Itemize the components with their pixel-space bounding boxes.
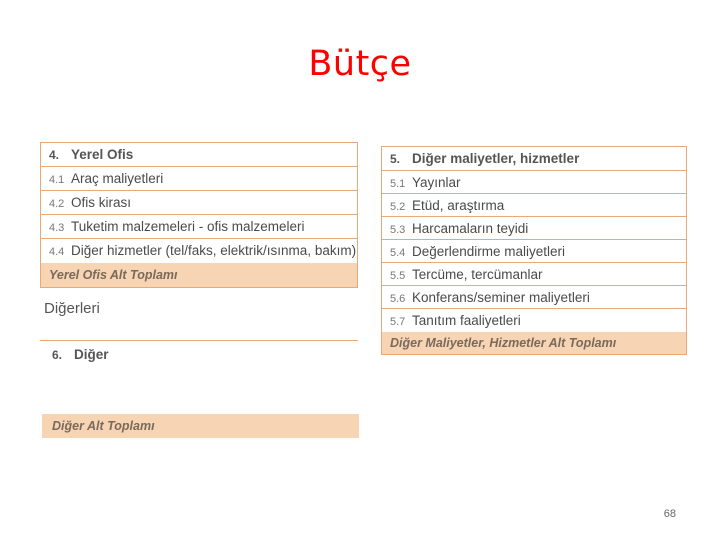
row-label: Diğer hizmetler (tel/faks, elektrik/ısınma, bakım) <box>71 243 357 258</box>
row-number: 5.3 <box>390 224 406 236</box>
row-label: Değerlendirme maliyetleri <box>412 244 566 259</box>
local-office-table <box>40 142 358 288</box>
row-label: Araç maliyetleri <box>71 171 164 186</box>
row-number: 4.2 <box>49 198 65 210</box>
table-header-row <box>41 143 357 167</box>
row-number: 4.3 <box>49 222 65 234</box>
subtotal-row: Diğer Maliyetler, Hizmetler Alt Toplamı <box>382 332 686 354</box>
table-row <box>382 171 686 194</box>
table-row <box>382 263 686 286</box>
header-number: 5. <box>390 152 401 166</box>
row-number: 5.2 <box>390 201 406 213</box>
subtotal-row: Yerel Ofis Alt Toplamı <box>41 263 357 287</box>
header-label: Yerel Ofis <box>71 147 134 162</box>
table-row <box>41 167 357 191</box>
table-row <box>382 194 686 217</box>
row-label: Yayınlar <box>412 175 461 190</box>
table-header-row <box>382 147 686 171</box>
others-subtotal-row: Diğer Alt Toplamı <box>42 414 359 438</box>
row-label: Konferans/seminer maliyetleri <box>412 290 590 305</box>
row-number: 5.5 <box>390 270 406 282</box>
header-number: 4. <box>49 148 60 162</box>
row-label: Tanıtım faaliyetleri <box>412 313 521 328</box>
table-row <box>382 217 686 240</box>
page-title: Bütçe <box>308 44 412 84</box>
table-row <box>382 286 686 309</box>
table-row <box>41 239 357 263</box>
row-number: 5.4 <box>390 247 406 259</box>
row-label: Ofis kirası <box>71 195 132 210</box>
row-number: 5.6 <box>390 293 406 305</box>
table-row <box>41 191 357 215</box>
row-number: 4.4 <box>49 246 65 258</box>
row-number: 5.7 <box>390 316 406 328</box>
row-label: Harcamaların teyidi <box>412 221 529 236</box>
table-row <box>382 309 686 332</box>
row-label: Diğer <box>74 347 109 362</box>
header-label: Diğer maliyetler, hizmetler <box>412 151 580 166</box>
page-number: 68 <box>663 508 676 520</box>
divider <box>40 340 358 341</box>
row-label: Tercüme, tercümanlar <box>412 267 543 282</box>
row-label: Etüd, araştırma <box>412 198 505 213</box>
row-number: 5.1 <box>390 178 406 190</box>
other-costs-table <box>381 146 687 355</box>
others-row <box>40 344 358 366</box>
row-label: Tuketim malzemeleri - ofis malzemeleri <box>71 219 305 234</box>
row-number: 4.1 <box>49 174 65 186</box>
row-number: 6. <box>52 348 63 362</box>
table-row <box>41 215 357 239</box>
others-heading: Diğerleri <box>44 300 100 317</box>
table-row <box>382 240 686 263</box>
